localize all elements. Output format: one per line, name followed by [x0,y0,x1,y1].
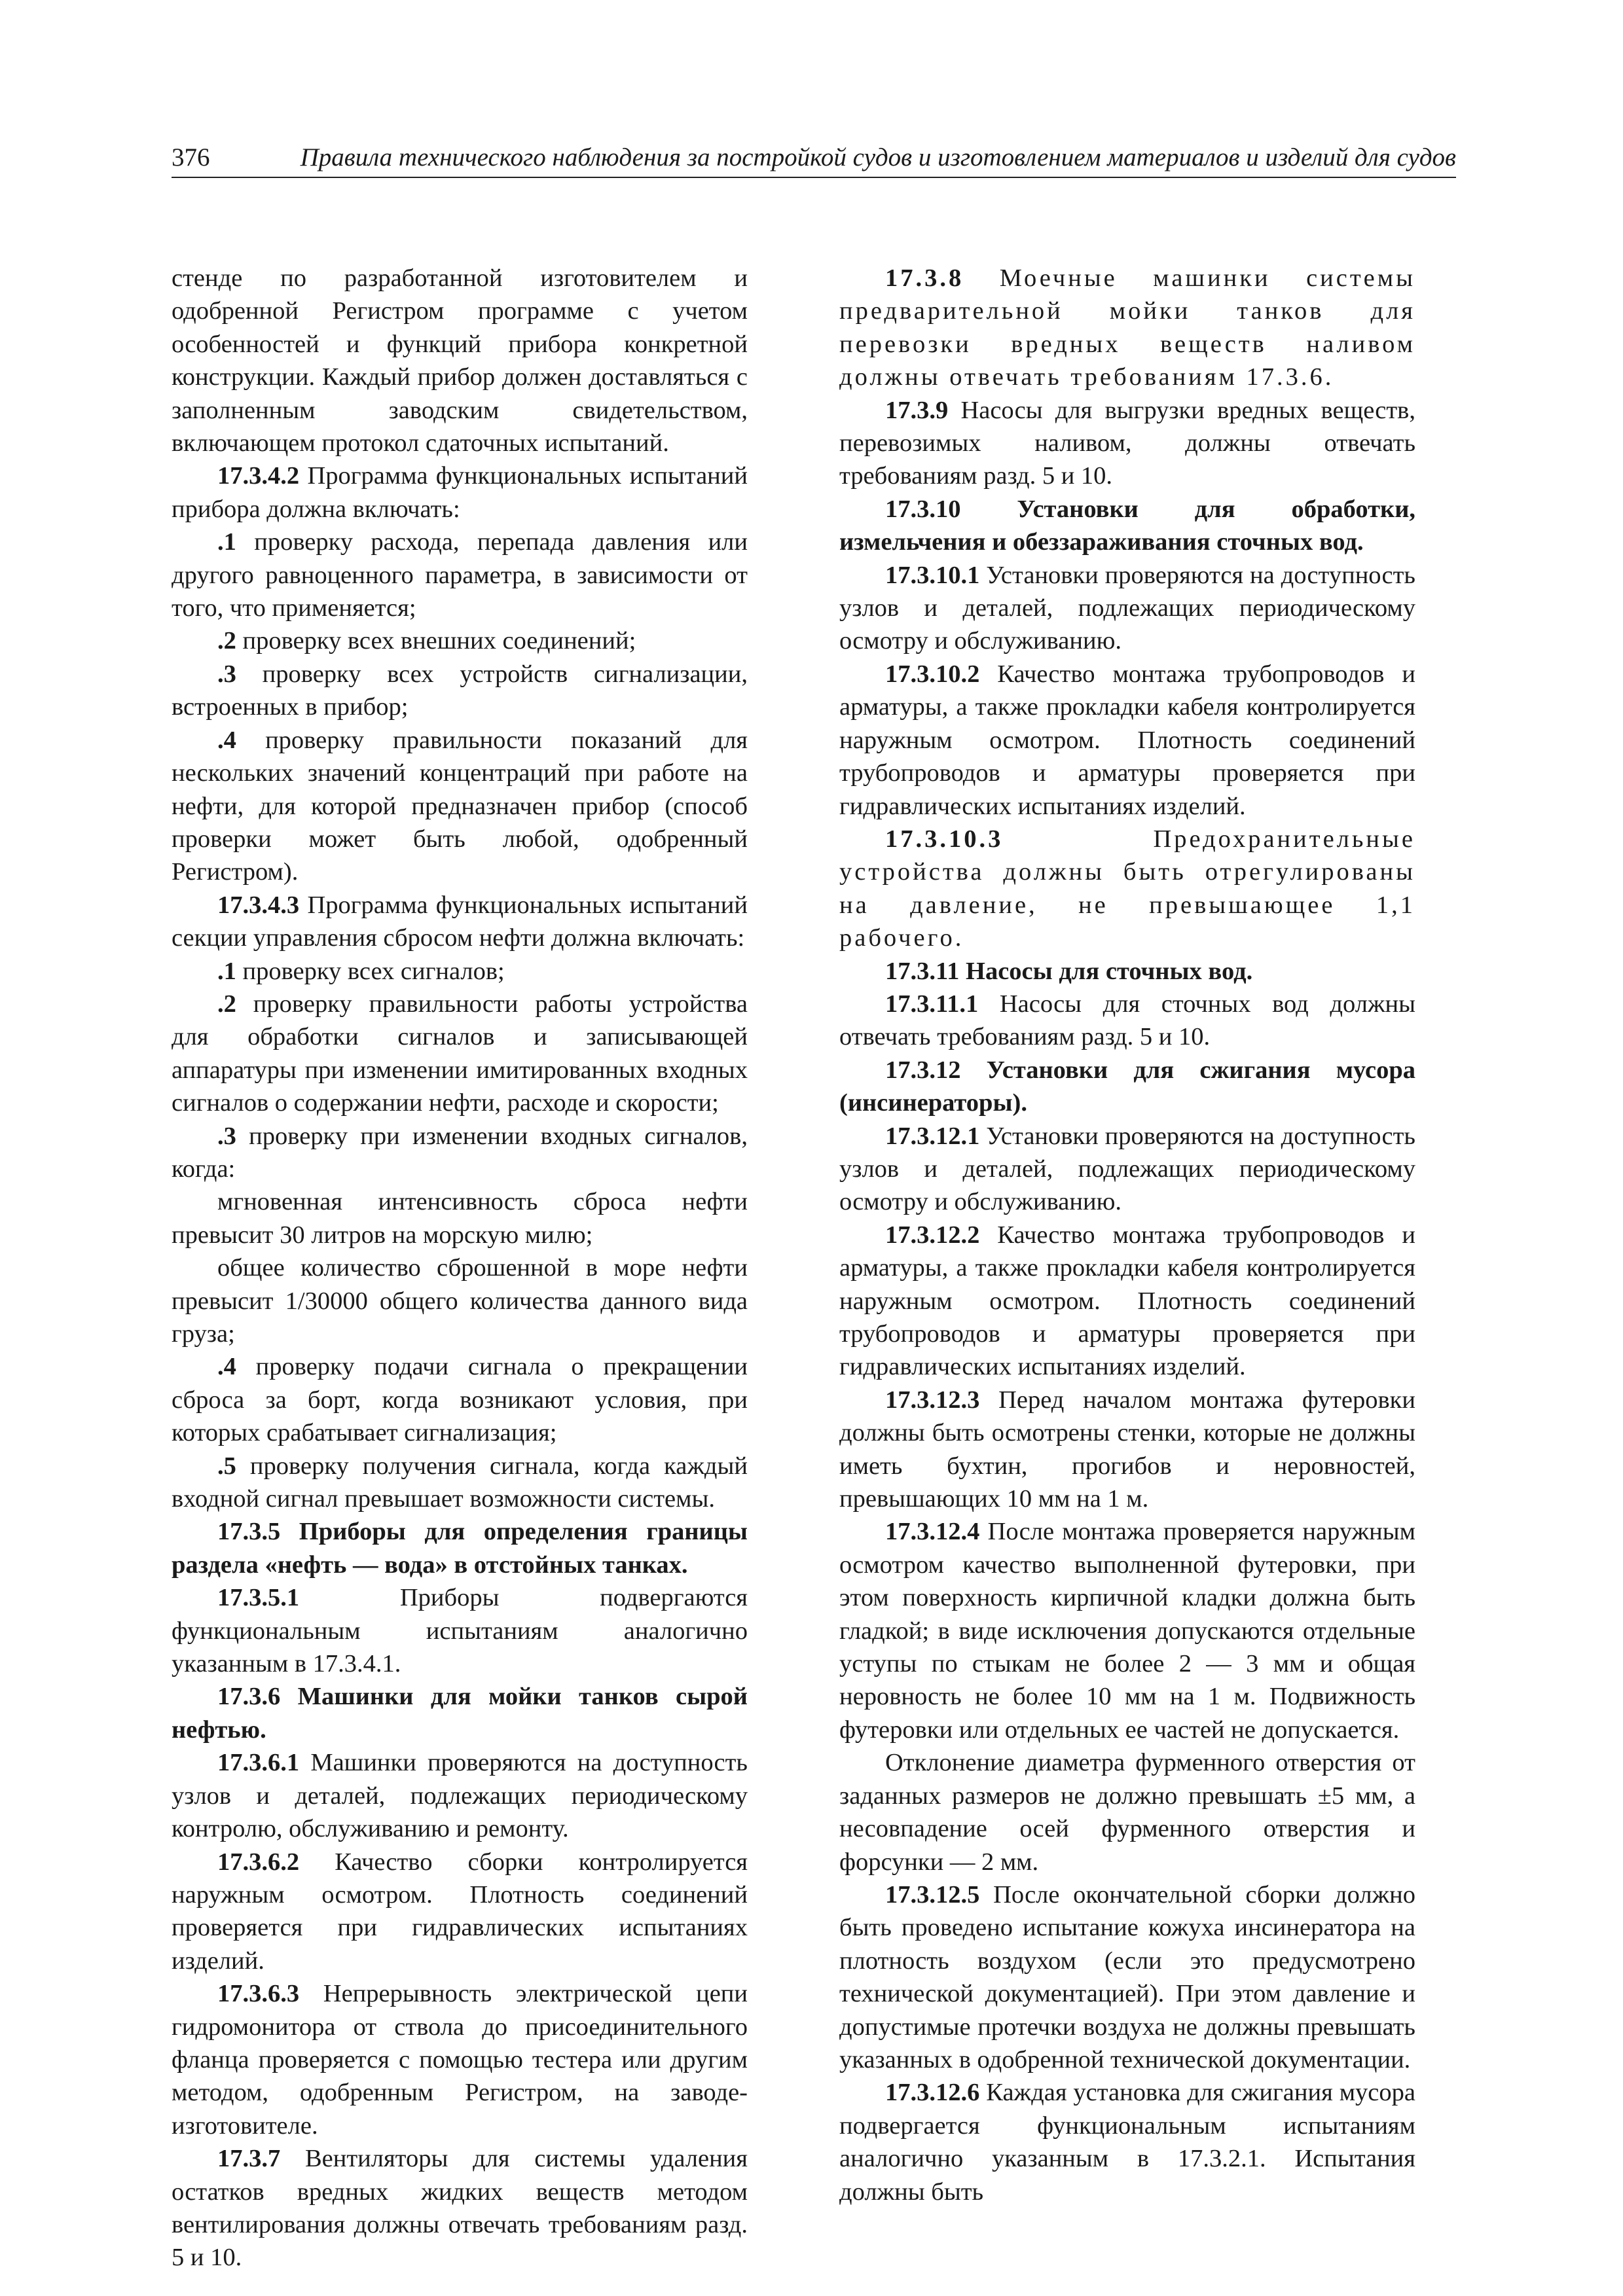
paragraph-text: стенде по разработанной изготовителем и одобренной Регистром программе с учетом особенностей и функций прибора конкретной конструкции. Каждый прибор должен доставляться с заполненным заводским свидетельством, включающем протокол сдаточных испытаний. [172,264,748,457]
paragraph-text: мгновенная интенсивность сброса нефти превысит 30 литров на морскую милю; [172,1188,748,1249]
clause-number: 17.3.6.2 [217,1848,300,1876]
clause-number: .5 [217,1452,236,1480]
paragraph [172,1251,748,1350]
left-column [172,262,748,2274]
paragraph [172,262,748,459]
clause-number: 17.3.4.3 [217,891,300,919]
paragraph [839,394,1415,493]
paragraph-text: проверку правильности работы устройства для обработки сигналов и записывающей аппаратуры при изменении имитированных входных сигналов о содержании нефти, расходе и скорости; [172,990,748,1117]
paragraph [172,889,748,955]
clause-number: 17.3.11 [885,957,960,985]
paragraph-text: проверку расхода, перепада давления или другого равноценного параметра, в зависимости от того, что применяется; [172,528,748,622]
page-number: 376 [172,143,210,171]
clause-number: .2 [217,627,236,655]
paragraph [839,262,1415,394]
clause-number: 17.3.10.3 [885,825,1004,853]
paragraph-text: Машинки проверяются на доступность узлов и деталей, подлежащих периодическому контролю, обслуживанию и ремонту. [172,1749,748,1843]
section-heading [839,493,1415,559]
paragraph-text: Приборы подвергаются функциональным испытаниям аналогично указанным в 17.3.4.1. [172,1584,748,1678]
clause-number: 17.3.11.1 [885,990,979,1018]
clause-number: 17.3.6.3 [217,1980,300,2008]
clause-number: 17.3.10.2 [885,660,980,688]
paragraph [172,724,748,889]
paragraph [172,1977,748,2142]
paragraph [172,1746,748,1845]
paragraph [172,658,748,724]
clause-number: .1 [217,528,236,556]
paragraph-text: Насосы для сточных вод. [959,957,1253,985]
clause-number: .3 [217,1122,236,1150]
clause-number: 17.3.9 [885,396,949,424]
paragraph-text: Вентиляторы для системы удаления остатков вредных жидких веществ методом вентилирования должны отвечать требованиям разд. 5 и 10. [172,2145,748,2272]
paragraph [172,1120,748,1186]
page-header [172,140,1456,178]
right-column [839,262,1415,2208]
paragraph-text: Качество сборки контролируется наружным осмотром. Плотность соединений проверяется при гидравлических испытаниях изделий. [172,1848,748,1975]
paragraph-text: Машинки для мойки танков сырой нефтью. [172,1683,748,1744]
paragraph [172,1450,748,1516]
paragraph [172,526,748,624]
paragraph [172,1846,748,1978]
paragraph-text: Моечные машинки системы предварительной мойки танков для перевозки вредных веществ наливом должны отвечать требованиям 17.3.6. [839,264,1415,391]
paragraph [172,988,748,1120]
paragraph-text: Программа функциональных испытаний прибора должна включать: [172,462,748,523]
clause-number: .4 [217,726,236,754]
clause-number: 17.3.6 [217,1683,281,1711]
clause-number: 17.3.6.1 [217,1749,300,1777]
section-heading [839,955,1415,988]
running-title: Правила технического наблюдения за постройкой судов и изготовлением материалов и изделий для судов [300,143,1456,171]
clause-number: 17.3.12.4 [885,1518,980,1546]
paragraph [839,1878,1415,2076]
paragraph [172,955,748,988]
paragraph [839,1219,1415,1384]
paragraph-text: проверку правильности показаний для нескольких значений концентраций при работе на нефти, для которой предназначен прибор (способ проверки может быть любой, одобренный Регистром). [172,726,748,886]
paragraph [839,658,1415,823]
paragraph-text: проверку при изменении входных сигналов, когда: [172,1122,748,1183]
paragraph-text: Насосы для выгрузки вредных веществ, перевозимых наливом, должны отвечать требованиям разд. 5 и 10. [839,396,1415,490]
clause-number: 17.3.12.2 [885,1221,980,1249]
paragraph-text: общее количество сброшенной в море нефти превысит 1/30000 общего количества данного вида груза; [172,1254,748,1348]
paragraph-text: проверку подачи сигнала о прекращении сброса за борт, когда возникают условия, при которых срабатывает сигнализация; [172,1353,748,1447]
paragraph-text: проверку получения сигнала, когда каждый входной сигнал превышает возможности системы. [172,1452,748,1513]
paragraph-text: Насосы для сточных вод должны отвечать требованиям разд. 5 и 10. [839,990,1415,1051]
clause-number: 17.3.12.6 [885,2079,980,2107]
paragraph-text: Установки проверяются на доступность узлов и деталей, подлежащих периодическому осмотру и обслуживанию. [839,561,1415,655]
paragraph-text: Установки для сжигания мусора (инсинераторы). [839,1056,1415,1117]
paragraph [172,2142,748,2274]
clause-number: .1 [217,957,236,985]
paragraph [172,1581,748,1680]
paragraph-text: Качество монтажа трубопроводов и арматуры, а также прокладки кабеля контролируется наружным осмотром. Плотность соединений трубопроводов и арматуры проверяется при гидравлических испытаниях изделий. [839,660,1415,820]
clause-number: 17.3.12.1 [885,1122,980,1150]
paragraph-text: Непрерывность электрической цепи гидромонитора от ствола до присоединительного фланца проверяется с помощью тестера или другим методом, одобренным Регистром, на заводе-изготовителе. [172,1980,748,2140]
clause-number: .3 [217,660,236,688]
paragraph-text: После окончательной сборки должно быть проведено испытание кожуха инсинератора на плотность воздухом (если это предусмотрено технической документацией). При этом давление и допустимые протечки воздуха не должны превышать указанных в одобренной технической документации. [839,1880,1415,2073]
paragraph-text: Предохранительные устройства должны быть отрегулированы на давление, не превышающее 1,1 рабочего. [839,825,1415,952]
paragraph-text: Перед началом монтажа футеровки должны быть осмотрены стенки, которые не должны иметь бухтин, прогибов и неровностей, превышающих 10 мм на 1 м. [839,1386,1415,1513]
paragraph-text: проверку всех сигналов; [236,957,505,985]
section-heading [839,1054,1415,1120]
section-heading [172,1515,748,1581]
clause-number: .4 [217,1353,236,1381]
clause-number: 17.3.7 [217,2145,281,2173]
paragraph [839,988,1415,1054]
clause-number: 17.3.10 [885,495,961,523]
clause-number: 17.3.5.1 [217,1584,300,1612]
paragraph-text: Качество монтажа трубопроводов и арматуры, а также прокладки кабеля контролируется наружным осмотром. Плотность соединений трубопроводов и арматуры проверяется при гидравлических испытаниях изделий. [839,1221,1415,1381]
paragraph [839,1384,1415,1516]
paragraph [172,624,748,657]
paragraph [839,1746,1415,1878]
clause-number: 17.3.12.5 [885,1880,980,1909]
paragraph-text: Приборы для определения границы раздела «нефть — вода» в отстойных танках. [172,1518,748,1579]
paragraph-text: Программа функциональных испытаний секции управления сбросом нефти должна включать: [172,891,748,952]
paragraph-text: После монтажа проверяется наружным осмотром качество выполненной футеровки, при этом поверхность кирпичной кладки должна быть гладкой; в виде исключения допускаются отдельные уступы по стыкам не более 2 — 3 мм и общая неровность не более 10 мм на 1 м. Подвижность футеровки или отдельных ее частей не допускается. [839,1518,1415,1744]
paragraph [172,459,748,526]
paragraph [839,2076,1415,2208]
paragraph [839,1120,1415,1219]
paragraph-text: Отклонение диаметра фурменного отверстия от заданных размеров не должно превышать ±5 мм, а несовпадение осей фурменного отверстия и форсунки — 2 мм. [839,1749,1415,1876]
clause-number: 17.3.10.1 [885,561,980,589]
paragraph-text: Установки для обработки, измельчения и обеззараживания сточных вод. [839,495,1415,556]
paragraph-text: проверку всех внешних соединений; [236,627,636,655]
paragraph-text: проверку всех устройств сигнализации, встроенных в прибор; [172,660,748,721]
section-heading [172,1680,748,1746]
clause-number: 17.3.5 [217,1518,281,1546]
paragraph [839,823,1415,955]
clause-number: 17.3.4.2 [217,462,300,490]
paragraph [172,1350,748,1449]
paragraph-text: Установки проверяются на доступность узлов и деталей, подлежащих периодическому осмотру и обслуживанию. [839,1122,1415,1216]
paragraph-text: Каждая установка для сжигания мусора подвергается функциональным испытаниям аналогично указанным в 17.3.2.1. Испытания должны быть [839,2079,1415,2206]
paragraph [839,1515,1415,1746]
clause-number: 17.3.8 [885,264,964,292]
paragraph [839,559,1415,658]
clause-number: 17.3.12 [885,1056,961,1084]
clause-number: .2 [217,990,236,1018]
paragraph [172,1185,748,1251]
clause-number: 17.3.12.3 [885,1386,980,1414]
